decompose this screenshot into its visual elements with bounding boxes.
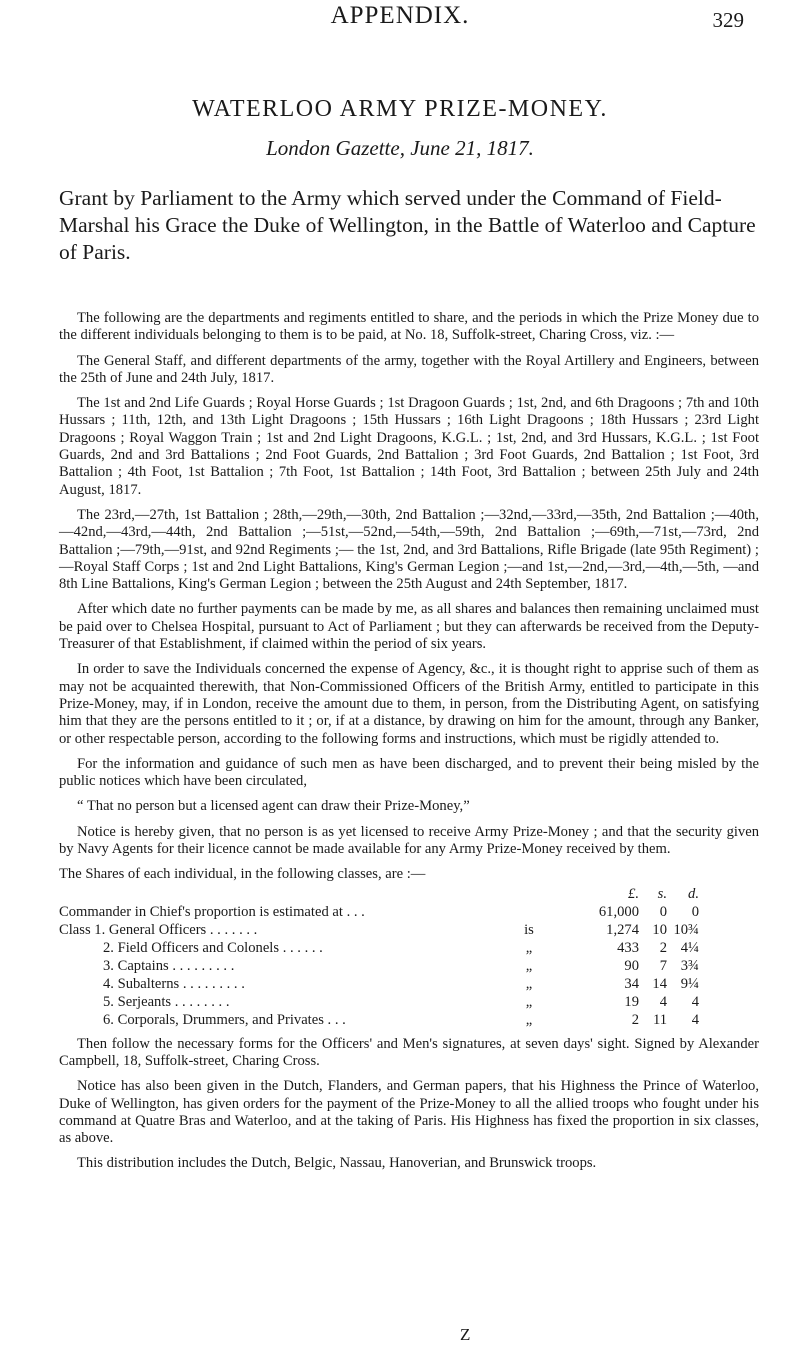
- share-is: „: [525, 975, 533, 992]
- shares-row: [59, 958, 759, 976]
- page-number: 329: [712, 8, 744, 32]
- paragraph: The following are the departments and regiments entitled to share, and the periods in which the Prize Money due to the different individuals belonging to them is to be paid, at No. 18, Suffolk-street, Charing Cross, viz. :—: [59, 310, 759, 344]
- share-pence: 0: [691, 903, 699, 920]
- share-pence: 9¼: [680, 975, 699, 992]
- paragraph: After which date no further payments can be made by me, as all shares and balances then remaining unclaimed must be paid over to Chelsea Hospital, pursuant to Act of Parliament ; but they can afterwards be received from the Deputy-Treasurer of that Establishment, if claimed within the period of six years.: [59, 601, 759, 653]
- page-header: [0, 2, 800, 46]
- pence-header: d.: [688, 885, 699, 902]
- article-body: [59, 310, 759, 1181]
- share-class-label: 6. Corporals, Drummers, and Privates . . .: [103, 1011, 346, 1028]
- article-title: WATERLOO ARMY PRIZE-MONEY.: [192, 96, 608, 122]
- share-pence: 4: [691, 1011, 699, 1028]
- shares-row: [59, 976, 759, 994]
- share-class-label: Class 1. General Officers . . . . . . .: [59, 921, 258, 938]
- share-shillings: 7: [659, 957, 667, 974]
- share-shillings: 10: [652, 921, 667, 938]
- share-class-label: Commander in Chief's proportion is estimated at . . .: [59, 903, 365, 920]
- paragraph: The General Staff, and different departments of the army, together with the Royal Artillery and Engineers, between the 25th of June and 24th July, 1817.: [59, 352, 759, 386]
- share-is: „: [525, 957, 533, 974]
- shares-row: [59, 1012, 759, 1030]
- share-pence: 4¼: [680, 939, 699, 956]
- share-pounds: 1,274: [606, 921, 639, 938]
- shares-row: [59, 940, 759, 958]
- running-title: APPENDIX.: [330, 2, 470, 29]
- share-shillings: 4: [659, 993, 667, 1010]
- share-is: „: [525, 1011, 533, 1028]
- share-pence: 10¾: [673, 921, 699, 938]
- share-class-label: 4. Subalterns . . . . . . . . .: [103, 975, 245, 992]
- share-pounds: 34: [624, 975, 639, 992]
- share-is: „: [525, 939, 533, 956]
- pounds-header: £.: [628, 885, 639, 902]
- share-shillings: 14: [652, 975, 667, 992]
- share-is: „: [525, 993, 533, 1010]
- share-class-label: 5. Serjeants . . . . . . . .: [103, 993, 230, 1010]
- closing-paragraph: This distribution includes the Dutch, Belgic, Nassau, Hanoverian, and Brunswick troops.: [77, 1155, 597, 1172]
- paragraph: Notice is hereby given, that no person is as yet licensed to receive Army Prize-Money ; and that the security given by Navy Agents for their licence cannot be made available for any Army Prize-Money received by them.: [59, 823, 759, 858]
- shares-row: [59, 994, 759, 1012]
- share-class-label: 2. Field Officers and Colonels . . . . . .: [103, 939, 323, 956]
- share-pounds: 2: [631, 1011, 639, 1028]
- grant-heading: Grant by Parliament to the Army which served under the Command of Field-Marshal his Grace the Duke of Wellington, in the Battle of Waterloo and Capture of Paris.: [59, 186, 756, 264]
- paragraph: For the information and guidance of such men as have been discharged, and to prevent their being misled by the public notices which have been circulated,: [59, 755, 759, 790]
- shares-header-row: [59, 886, 759, 904]
- share-pounds: 61,000: [598, 903, 639, 920]
- closing-paragraph: Then follow the necessary forms for the Officers' and Men's signatures, at seven days' sight. Signed by Alexander Campbell, 18, Suffolk-street, Charing Cross.: [59, 1035, 759, 1069]
- paragraph: The 23rd,—27th, 1st Battalion ; 28th,—29th,—30th, 2nd Battalion ;—32nd,—33rd,—35th, 2nd Battalion ;—40th,—42nd,—43rd,—44th, 2nd Battalion ;—51st,—52nd,—54th,—59th, 2nd Battalion ;—69th,—71st,—73rd, 2nd Battalion ;—79th,—91st, and 92nd Regiments ;— the 1st, 2nd, and 3rd Battalions, Rifle Brigade (late 95th Regiment) ;—Royal Staff Corps ; 1st and 2nd Light Battalions, King's German Legion ;—and 1st,—2nd,—3rd,—4th,—5th, —and 8th Line Battalions, King's German Legion ; between the 25th August and 24th September, 1817.: [59, 506, 759, 593]
- signature-mark: Z: [460, 1325, 471, 1344]
- share-pounds: 19: [624, 993, 639, 1010]
- share-shillings: 11: [652, 1011, 667, 1028]
- share-shillings: 2: [659, 939, 667, 956]
- shillings-header: s.: [657, 885, 667, 902]
- share-pounds: 433: [617, 939, 639, 956]
- share-pence: 3¾: [680, 957, 699, 974]
- shares-intro: The Shares of each individual, in the following classes, are :—: [59, 866, 426, 883]
- paragraph: The 1st and 2nd Life Guards ; Royal Horse Guards ; 1st Dragoon Guards ; 1st, 2nd, and 6th Dragoons ; 7th and 10th Hussars ; 11th, 12th, and 13th Light Dragoons ; 15th Hussars ; 16th Light Dragoons ; 18th Hussars ; 23rd Light Dragoons ; Royal Waggon Train ; 1st and 2nd Light Dragoons, K.G.L. ; 1st, 2nd, and 3rd Hussars, K.G.L. ; 1st Foot Guards, 2nd and 3rd Battalions ; 2nd Foot Guards, 2nd Battalion ; 3rd Foot Guards, 2nd Battalion ; 1st Foot, 3rd Battalion ; 4th Foot, 1st Battalion ; 7th Foot, 1st Battalion ; 14th Foot, 3rd Battalion ; between 25th July and 24th August, 1817.: [59, 395, 759, 498]
- shares-row: [59, 922, 759, 940]
- shares-table: [59, 886, 759, 1030]
- share-class-label: 3. Captains . . . . . . . . .: [103, 957, 235, 974]
- closing-paragraph: Notice has also been given in the Dutch, Flanders, and German papers, that his Highness the Prince of Waterloo, Duke of Wellington, has given orders for the payment of the Prize-Money to all the allied troops who fought under his command at Quatre Bras and Waterloo, and at the taking of Paris. His Highness has fixed the proportion in six classes, as above.: [59, 1078, 759, 1147]
- share-pounds: 90: [624, 957, 639, 974]
- share-is: is: [524, 921, 534, 938]
- article-subtitle: London Gazette, June 21, 1817.: [266, 136, 534, 160]
- shares-row: [59, 904, 759, 922]
- share-pence: 4: [691, 993, 699, 1010]
- quoted-notice: “ That no person but a licensed agent can draw their Prize-Money,”: [77, 798, 470, 815]
- paragraph: In order to save the Individuals concerned the expense of Agency, &c., it is thought right to apprise such of them as may not be acquainted therewith, that Non-Commissioned Officers of the British Army, entitled to participate in this Prize-Money, may, if in London, receive the amount due to them, in person, from the Distributing Agent, on satisfying him that they are the persons entitled to it ; or, if at a distance, by drawing on him for the amount, through any Banker, or other respectable person, according to the following forms and instructions, which must be rigidly attended to.: [59, 661, 759, 747]
- share-shillings: 0: [659, 903, 667, 920]
